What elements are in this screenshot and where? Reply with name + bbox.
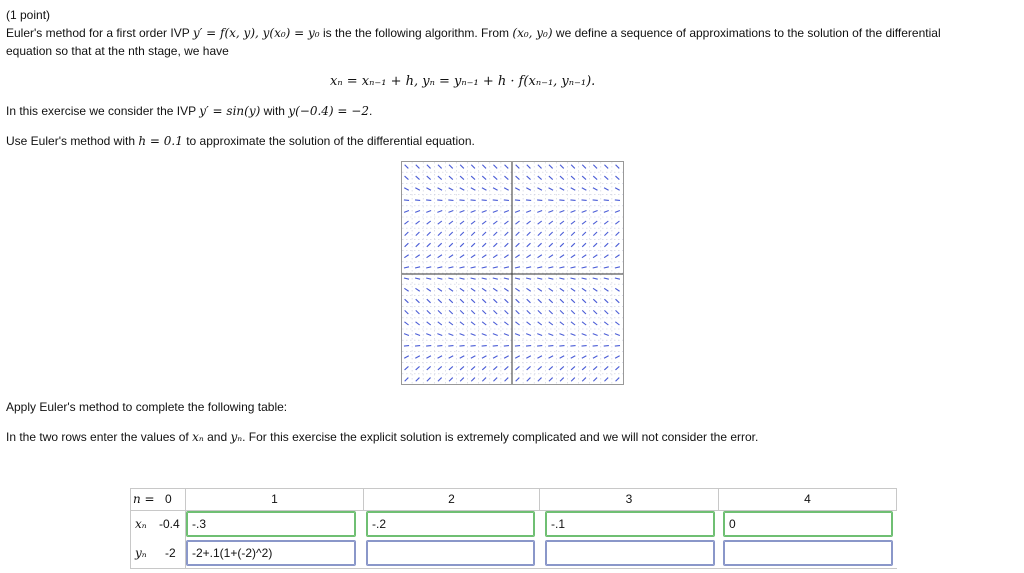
xn-label: xₙ <box>135 517 147 531</box>
initial-pair: (x₀, y₀) <box>512 26 553 40</box>
yn-label: yₙ <box>135 546 147 560</box>
slope-arrow <box>482 200 487 201</box>
intro-line-1 <box>6 26 941 40</box>
slope-arrow <box>604 200 609 201</box>
slope-arrow <box>593 346 598 347</box>
use-text-a: Use Euler's method with <box>6 134 136 148</box>
x-input-3[interactable] <box>545 511 715 537</box>
slope-arrow <box>459 200 464 201</box>
slope-arrow <box>615 200 620 201</box>
use-euler-instruction <box>6 134 475 148</box>
n-header-cell <box>131 489 186 510</box>
y-label-cell <box>131 539 186 568</box>
slope-arrow <box>404 346 409 347</box>
slope-arrow <box>537 346 542 347</box>
n0-label: 0 <box>165 492 172 506</box>
col-header-4: 4 <box>719 489 897 510</box>
x-input-2[interactable] <box>366 511 535 537</box>
slope-arrow <box>426 346 431 347</box>
use-text-b: to approximate the solution of the differential equation. <box>186 134 475 148</box>
slope-arrow <box>515 200 520 201</box>
table-header-row <box>131 489 897 511</box>
intro-text-b: is the the following algorithm. From <box>322 26 510 40</box>
col-header-3: 3 <box>540 489 719 510</box>
slope-arrow <box>504 346 509 347</box>
slope-arrow <box>471 200 476 201</box>
rows-text-b: . For this exercise the explicit solution is extremely complicated and we will not consider the error. <box>242 430 759 444</box>
apply-instruction: Apply Euler's method to complete the following table: <box>6 400 288 414</box>
slope-arrow <box>482 346 487 347</box>
y-row <box>131 539 897 568</box>
slope-arrow <box>504 200 509 201</box>
ivp-text-b: with <box>263 104 285 118</box>
slope-arrow <box>415 346 420 347</box>
x-label-cell <box>131 510 186 539</box>
slope-arrow <box>415 200 420 201</box>
slope-arrow <box>548 346 553 347</box>
intro-text-c: we define a sequence of approximations to the solution of the differential <box>555 26 941 40</box>
slope-arrow <box>615 346 620 347</box>
x-input-4[interactable] <box>723 511 893 537</box>
y-input-3[interactable] <box>545 540 715 566</box>
col-header-1: 1 <box>186 489 364 510</box>
slope-arrow <box>437 346 442 347</box>
ivp-initial-condition: y(−0.4) = −2 <box>288 104 369 118</box>
intro-line-2: equation so that at the nth stage, we have <box>6 44 229 58</box>
slope-arrow <box>526 346 531 347</box>
col-header-2: 2 <box>364 489 540 510</box>
slope-arrow <box>426 200 431 201</box>
ivp-general-eq: y′ = f(x, y), y(x₀) = y₀ <box>192 26 320 40</box>
euler-formula: xₙ = xₙ₋₁ + h, yₙ = yₙ₋₁ + h · f(xₙ₋₁, yₙ₋₁). <box>330 74 596 89</box>
slope-arrow <box>437 200 442 201</box>
slope-arrow <box>537 200 542 201</box>
slope-arrow <box>559 346 564 347</box>
slope-arrow <box>570 346 575 347</box>
y-input-2[interactable] <box>366 540 535 566</box>
y-input-4[interactable] <box>723 540 893 566</box>
slope-arrow <box>582 200 587 201</box>
slope-arrow <box>448 200 453 201</box>
y-input-1[interactable] <box>186 540 356 566</box>
n-label: n = <box>133 492 155 506</box>
slope-arrow <box>404 200 409 201</box>
slope-arrow <box>515 346 520 347</box>
slope-arrow <box>570 200 575 201</box>
euler-table <box>130 488 897 569</box>
slope-arrow <box>604 346 609 347</box>
slope-arrow <box>493 346 498 347</box>
slope-arrow <box>459 346 464 347</box>
slope-arrow <box>493 200 498 201</box>
slope-arrow <box>582 346 587 347</box>
rows-yn: yₙ <box>230 430 243 444</box>
ivp-text-a: In this exercise we consider the IVP <box>6 104 196 118</box>
slope-arrow <box>548 200 553 201</box>
slope-arrow <box>526 200 531 201</box>
slope-field-plot <box>401 161 624 385</box>
rows-text-a: In the two rows enter the values of <box>6 430 189 444</box>
rows-xn: xₙ <box>192 430 204 444</box>
step-size: h = 0.1 <box>138 134 183 148</box>
ivp-period: . <box>368 104 373 118</box>
slope-arrow <box>448 346 453 347</box>
rows-and: and <box>207 430 228 444</box>
ivp-statement <box>6 104 372 118</box>
slope-arrow <box>559 200 564 201</box>
x-row <box>131 510 897 539</box>
ivp-equation: y′ = sin(y) <box>199 104 261 118</box>
intro-text-a: Euler's method for a first order IVP <box>6 26 190 40</box>
rows-instruction <box>6 430 758 444</box>
slope-arrow <box>471 346 476 347</box>
slope-arrow <box>593 200 598 201</box>
y0-value: -2 <box>165 546 176 560</box>
x0-value: -0.4 <box>159 517 180 531</box>
x-input-1[interactable] <box>186 511 356 537</box>
points-label: (1 point) <box>6 8 51 22</box>
